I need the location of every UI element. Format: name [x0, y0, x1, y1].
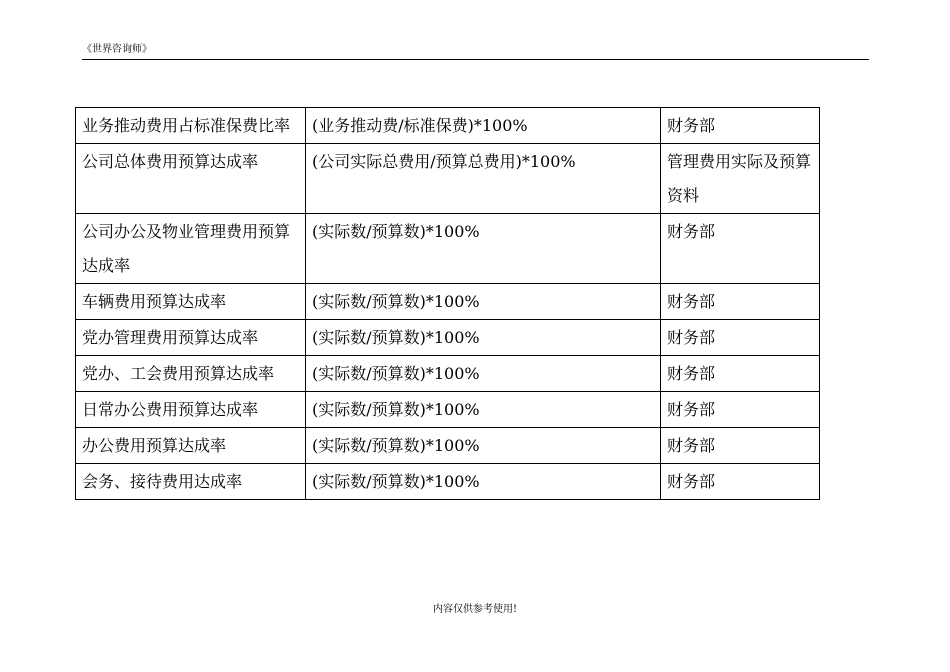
table-row — [76, 144, 820, 214]
table-row — [76, 320, 820, 356]
table-row — [76, 428, 820, 464]
table-row — [76, 392, 820, 428]
table-row — [76, 284, 820, 320]
kpi-table — [75, 107, 820, 500]
formula-cell: (实际数/预算数)*100% — [306, 392, 661, 428]
table-row — [76, 356, 820, 392]
indicator-cell: 党办、工会费用预算达成率 — [76, 356, 306, 392]
source-cell: 财务部 — [661, 428, 820, 464]
table-row — [76, 464, 820, 500]
indicator-cell: 办公费用预算达成率 — [76, 428, 306, 464]
source-cell: 财务部 — [661, 392, 820, 428]
header-divider — [82, 59, 869, 60]
source-cell: 财务部 — [661, 356, 820, 392]
source-cell: 财务部 — [661, 284, 820, 320]
formula-cell: (实际数/预算数)*100% — [306, 284, 661, 320]
source-cell: 财务部 — [661, 214, 820, 284]
page-footer-note: 内容仅供参考使用! — [432, 604, 518, 615]
formula-cell: (业务推动费/标准保费)*100% — [306, 108, 661, 144]
indicator-cell: 会务、接待费用达成率 — [76, 464, 306, 500]
formula-cell: (公司实际总费用/预算总费用)*100% — [306, 144, 661, 214]
formula-cell: (实际数/预算数)*100% — [306, 428, 661, 464]
indicator-cell: 党办管理费用预算达成率 — [76, 320, 306, 356]
indicator-cell: 公司总体费用预算达成率 — [76, 144, 306, 214]
indicator-cell: 业务推动费用占标准保费比率 — [76, 108, 306, 144]
indicator-cell: 车辆费用预算达成率 — [76, 284, 306, 320]
indicator-cell: 公司办公及物业管理费用预算达成率 — [76, 214, 306, 284]
formula-cell: (实际数/预算数)*100% — [306, 320, 661, 356]
source-cell: 财务部 — [661, 108, 820, 144]
page-header-title: 《世界咨询师》 — [82, 44, 152, 55]
source-cell: 财务部 — [661, 464, 820, 500]
formula-cell: (实际数/预算数)*100% — [306, 356, 661, 392]
source-cell: 财务部 — [661, 320, 820, 356]
formula-cell: (实际数/预算数)*100% — [306, 464, 661, 500]
indicator-cell: 日常办公费用预算达成率 — [76, 392, 306, 428]
table-row — [76, 108, 820, 144]
table-row — [76, 214, 820, 284]
formula-cell: (实际数/预算数)*100% — [306, 214, 661, 284]
source-cell: 管理费用实际及预算资料 — [661, 144, 820, 214]
